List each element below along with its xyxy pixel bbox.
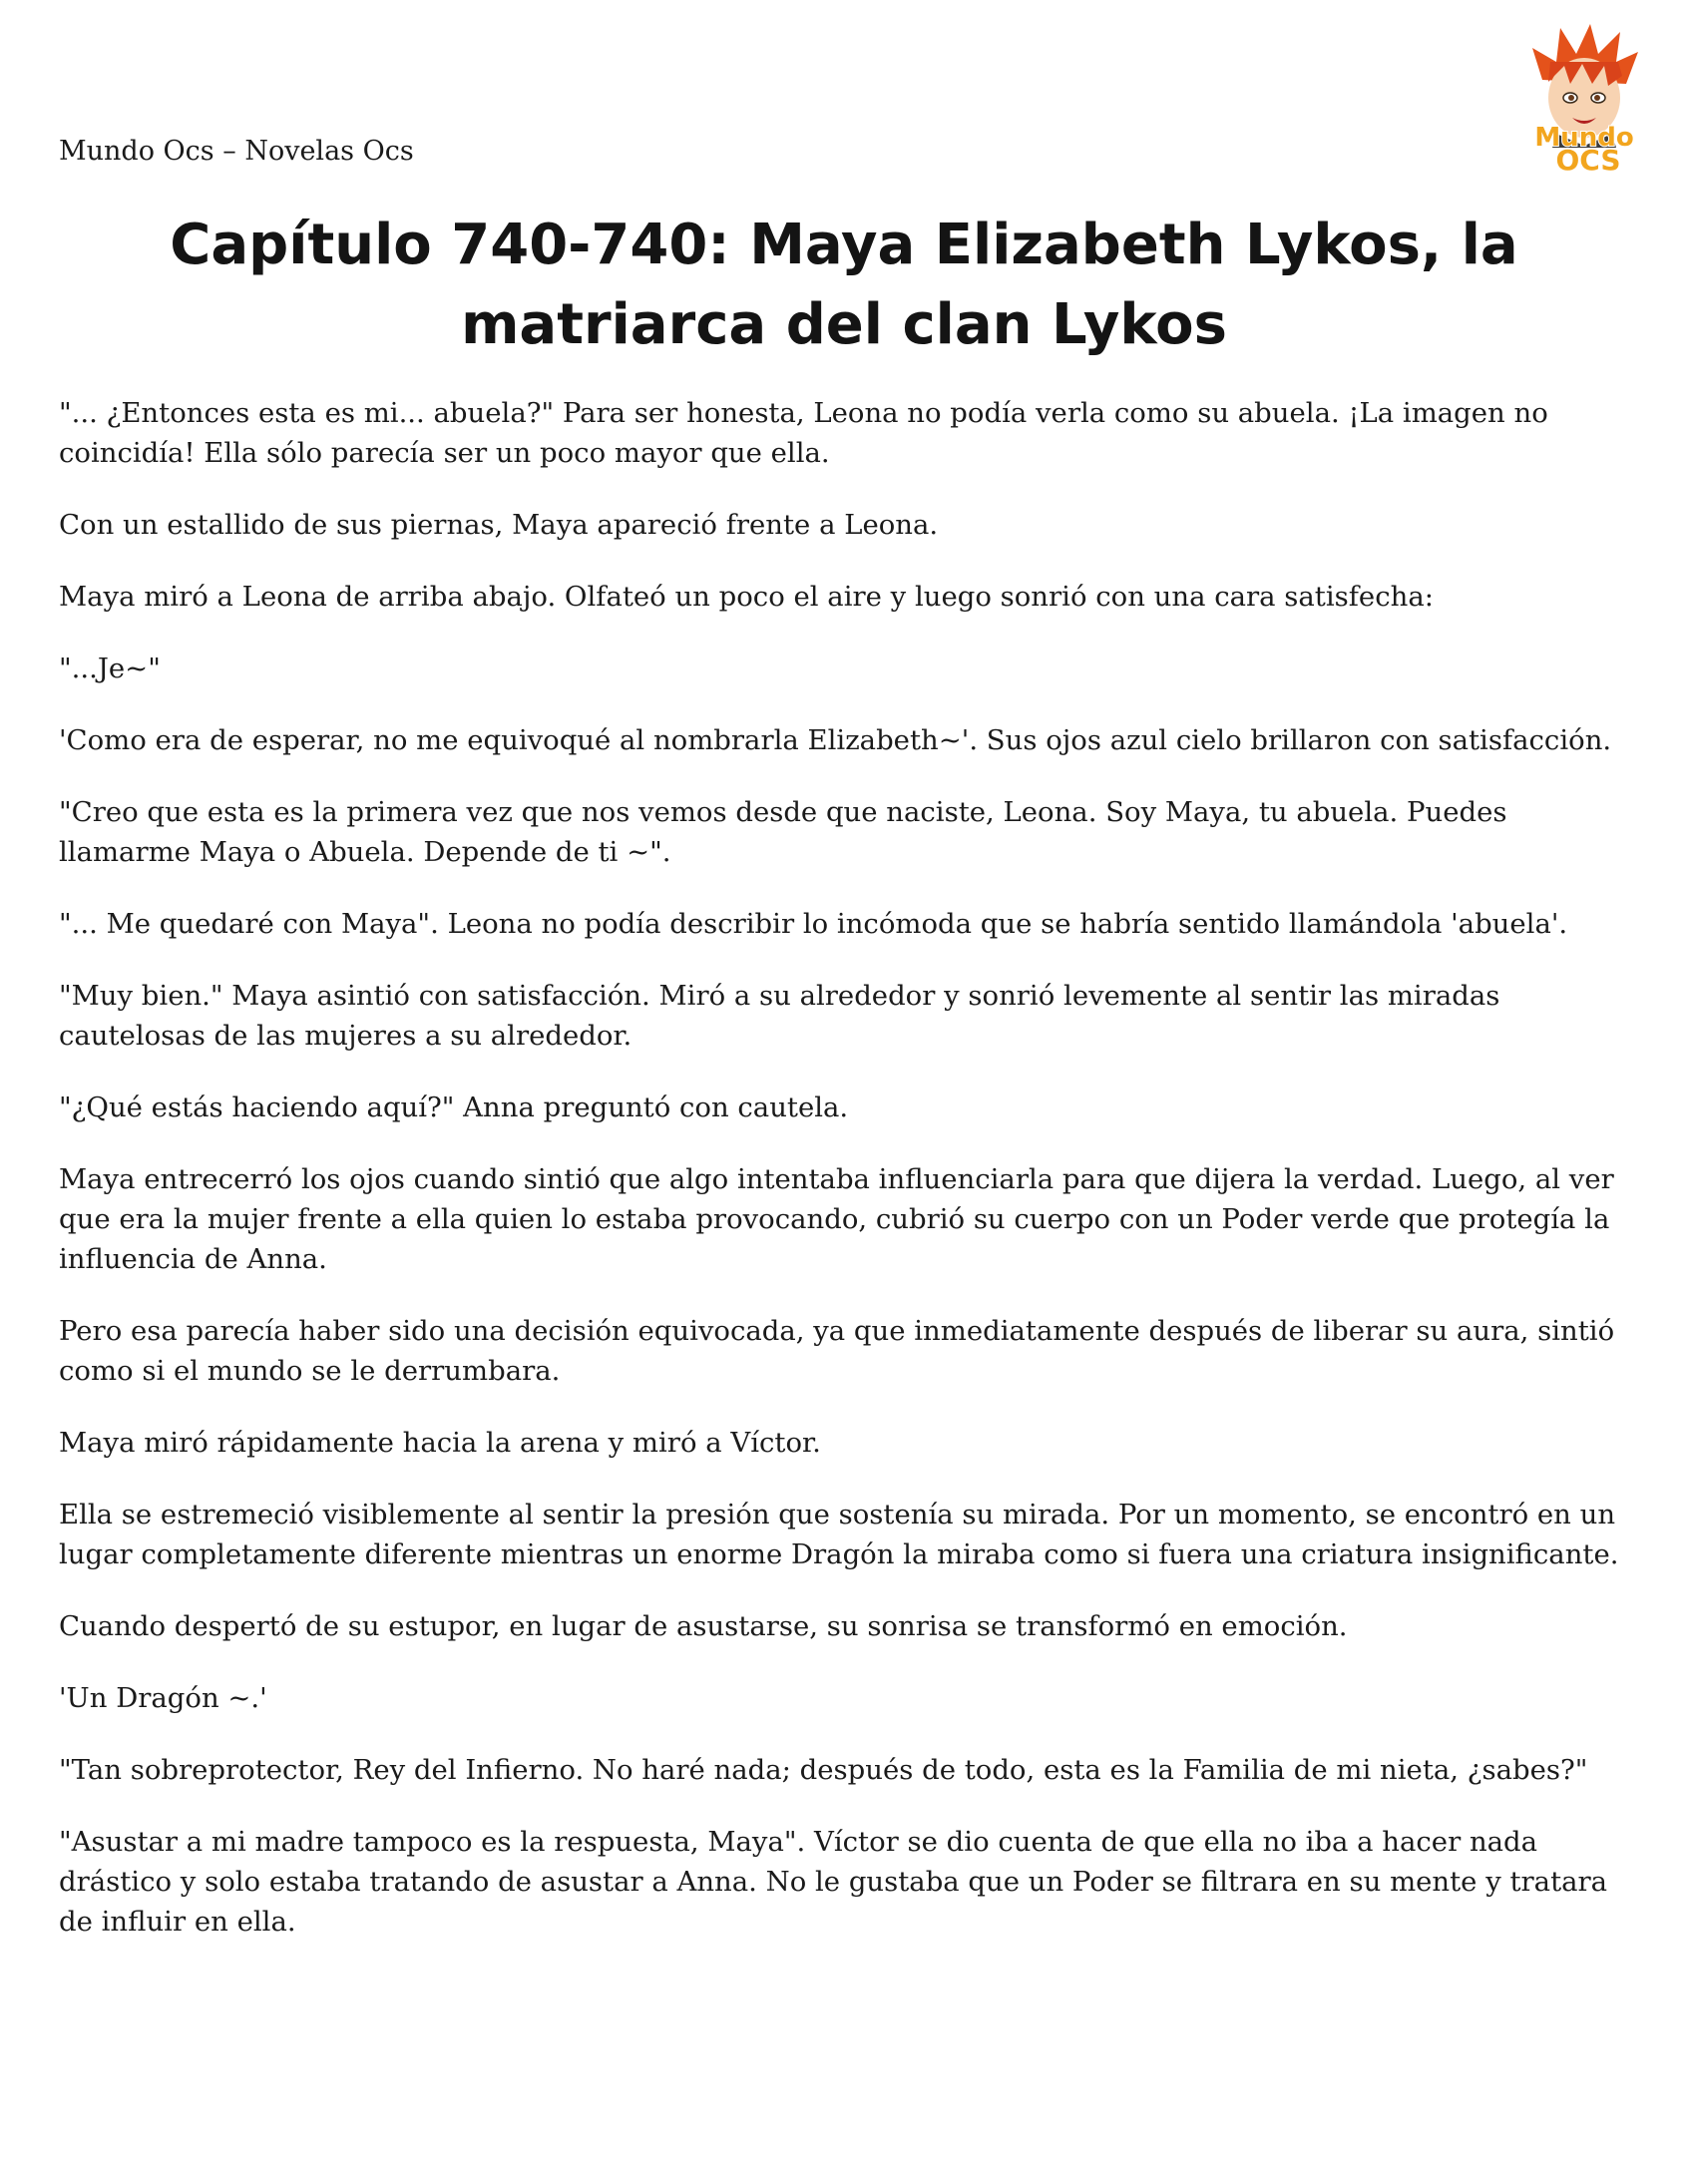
paragraph: Maya miró rápidamente hacia la arena y miró a Víctor. xyxy=(59,1427,821,1459)
paragraph: "Creo que esta es la primera vez que nos vemos desde que naciste, Leona. Soy Maya, tu abuela. Puedes llamarme Maya o Abuela. Depende de ti ~". xyxy=(59,796,1507,868)
paragraph: Maya entrecerró los ojos cuando sintió que algo intentaba influenciarla para que dijera la verdad. Luego, al ver que era la mujer frente a ella quien lo estaba provocando, cubrió su cuerpo con un Poder verde que protegía la influencia de Anna. xyxy=(59,1163,1614,1275)
paragraph: Maya miró a Leona de arriba abajo. Olfateó un poco el aire y luego sonrió con una cara satisfecha: xyxy=(59,581,1434,613)
paragraph: "...Je~" xyxy=(59,653,161,684)
svg-text:Mundo: Mundo xyxy=(1534,123,1634,153)
paragraph: 'Como era de esperar, no me equivoqué al nombrarla Elizabeth~'. Sus ojos azul cielo brillaron con satisfacción. xyxy=(59,724,1612,756)
chapter-title: Capítulo 740-740: Maya Elizabeth Lykos, la matriarca del clan Lykos xyxy=(170,213,1518,357)
paragraph: "Muy bien." Maya asintió con satisfacción. Miró a su alrededor y sonrió levemente al sentir las miradas cautelosas de las mujeres a su alrededor. xyxy=(59,980,1500,1052)
anime-character-logo xyxy=(1504,18,1664,178)
paragraph: "¿Qué estás haciendo aquí?" Anna preguntó con cautela. xyxy=(59,1092,849,1123)
paragraph: Ella se estremeció visiblemente al sentir la presión que sostenía su mirada. Por un momento, se encontró en un lugar completamente diferente mientras un enorme Dragón la miraba como si fuera una criatura insignificante. xyxy=(59,1499,1619,1570)
paragraph: 'Un Dragón ~.' xyxy=(59,1682,267,1714)
chapter-body xyxy=(59,393,1645,1973)
paragraph: Con un estallido de sus piernas, Maya apareció frente a Leona. xyxy=(59,509,939,541)
paragraph: "Tan sobreprotector, Rey del Infierno. No haré nada; después de todo, esta es la Familia de mi nieta, ¿sabes?" xyxy=(59,1754,1588,1786)
paragraph: "... ¿Entonces esta es mi... abuela?" Para ser honesta, Leona no podía verla como su abuela. ¡La imagen no coincidía! Ella sólo parecía ser un poco mayor que ella. xyxy=(59,397,1548,469)
paragraph: "Asustar a mi madre tampoco es la respuesta, Maya". Víctor se dio cuenta de que ella no iba a hacer nada drástico y solo estaba tratando de asustar a Anna. No le gustaba que un Poder se filtrara en su mente y tratara de influir en ella. xyxy=(59,1826,1608,1938)
paragraph: Cuando despertó de su estupor, en lugar de asustarse, su sonrisa se transformó en emoción. xyxy=(59,1610,1348,1642)
svg-text:OCS: OCS xyxy=(1555,144,1621,177)
site-header: Mundo Ocs – Novelas Ocs xyxy=(59,136,414,167)
paragraph: Pero esa parecía haber sido una decisión equivocada, ya que inmediatamente después de liberar su aura, sintió como si el mundo se le derrumbara. xyxy=(59,1315,1615,1387)
paragraph: "... Me quedaré con Maya". Leona no podía describir lo incómoda que se habría sentido llamándola 'abuela'. xyxy=(59,908,1568,940)
